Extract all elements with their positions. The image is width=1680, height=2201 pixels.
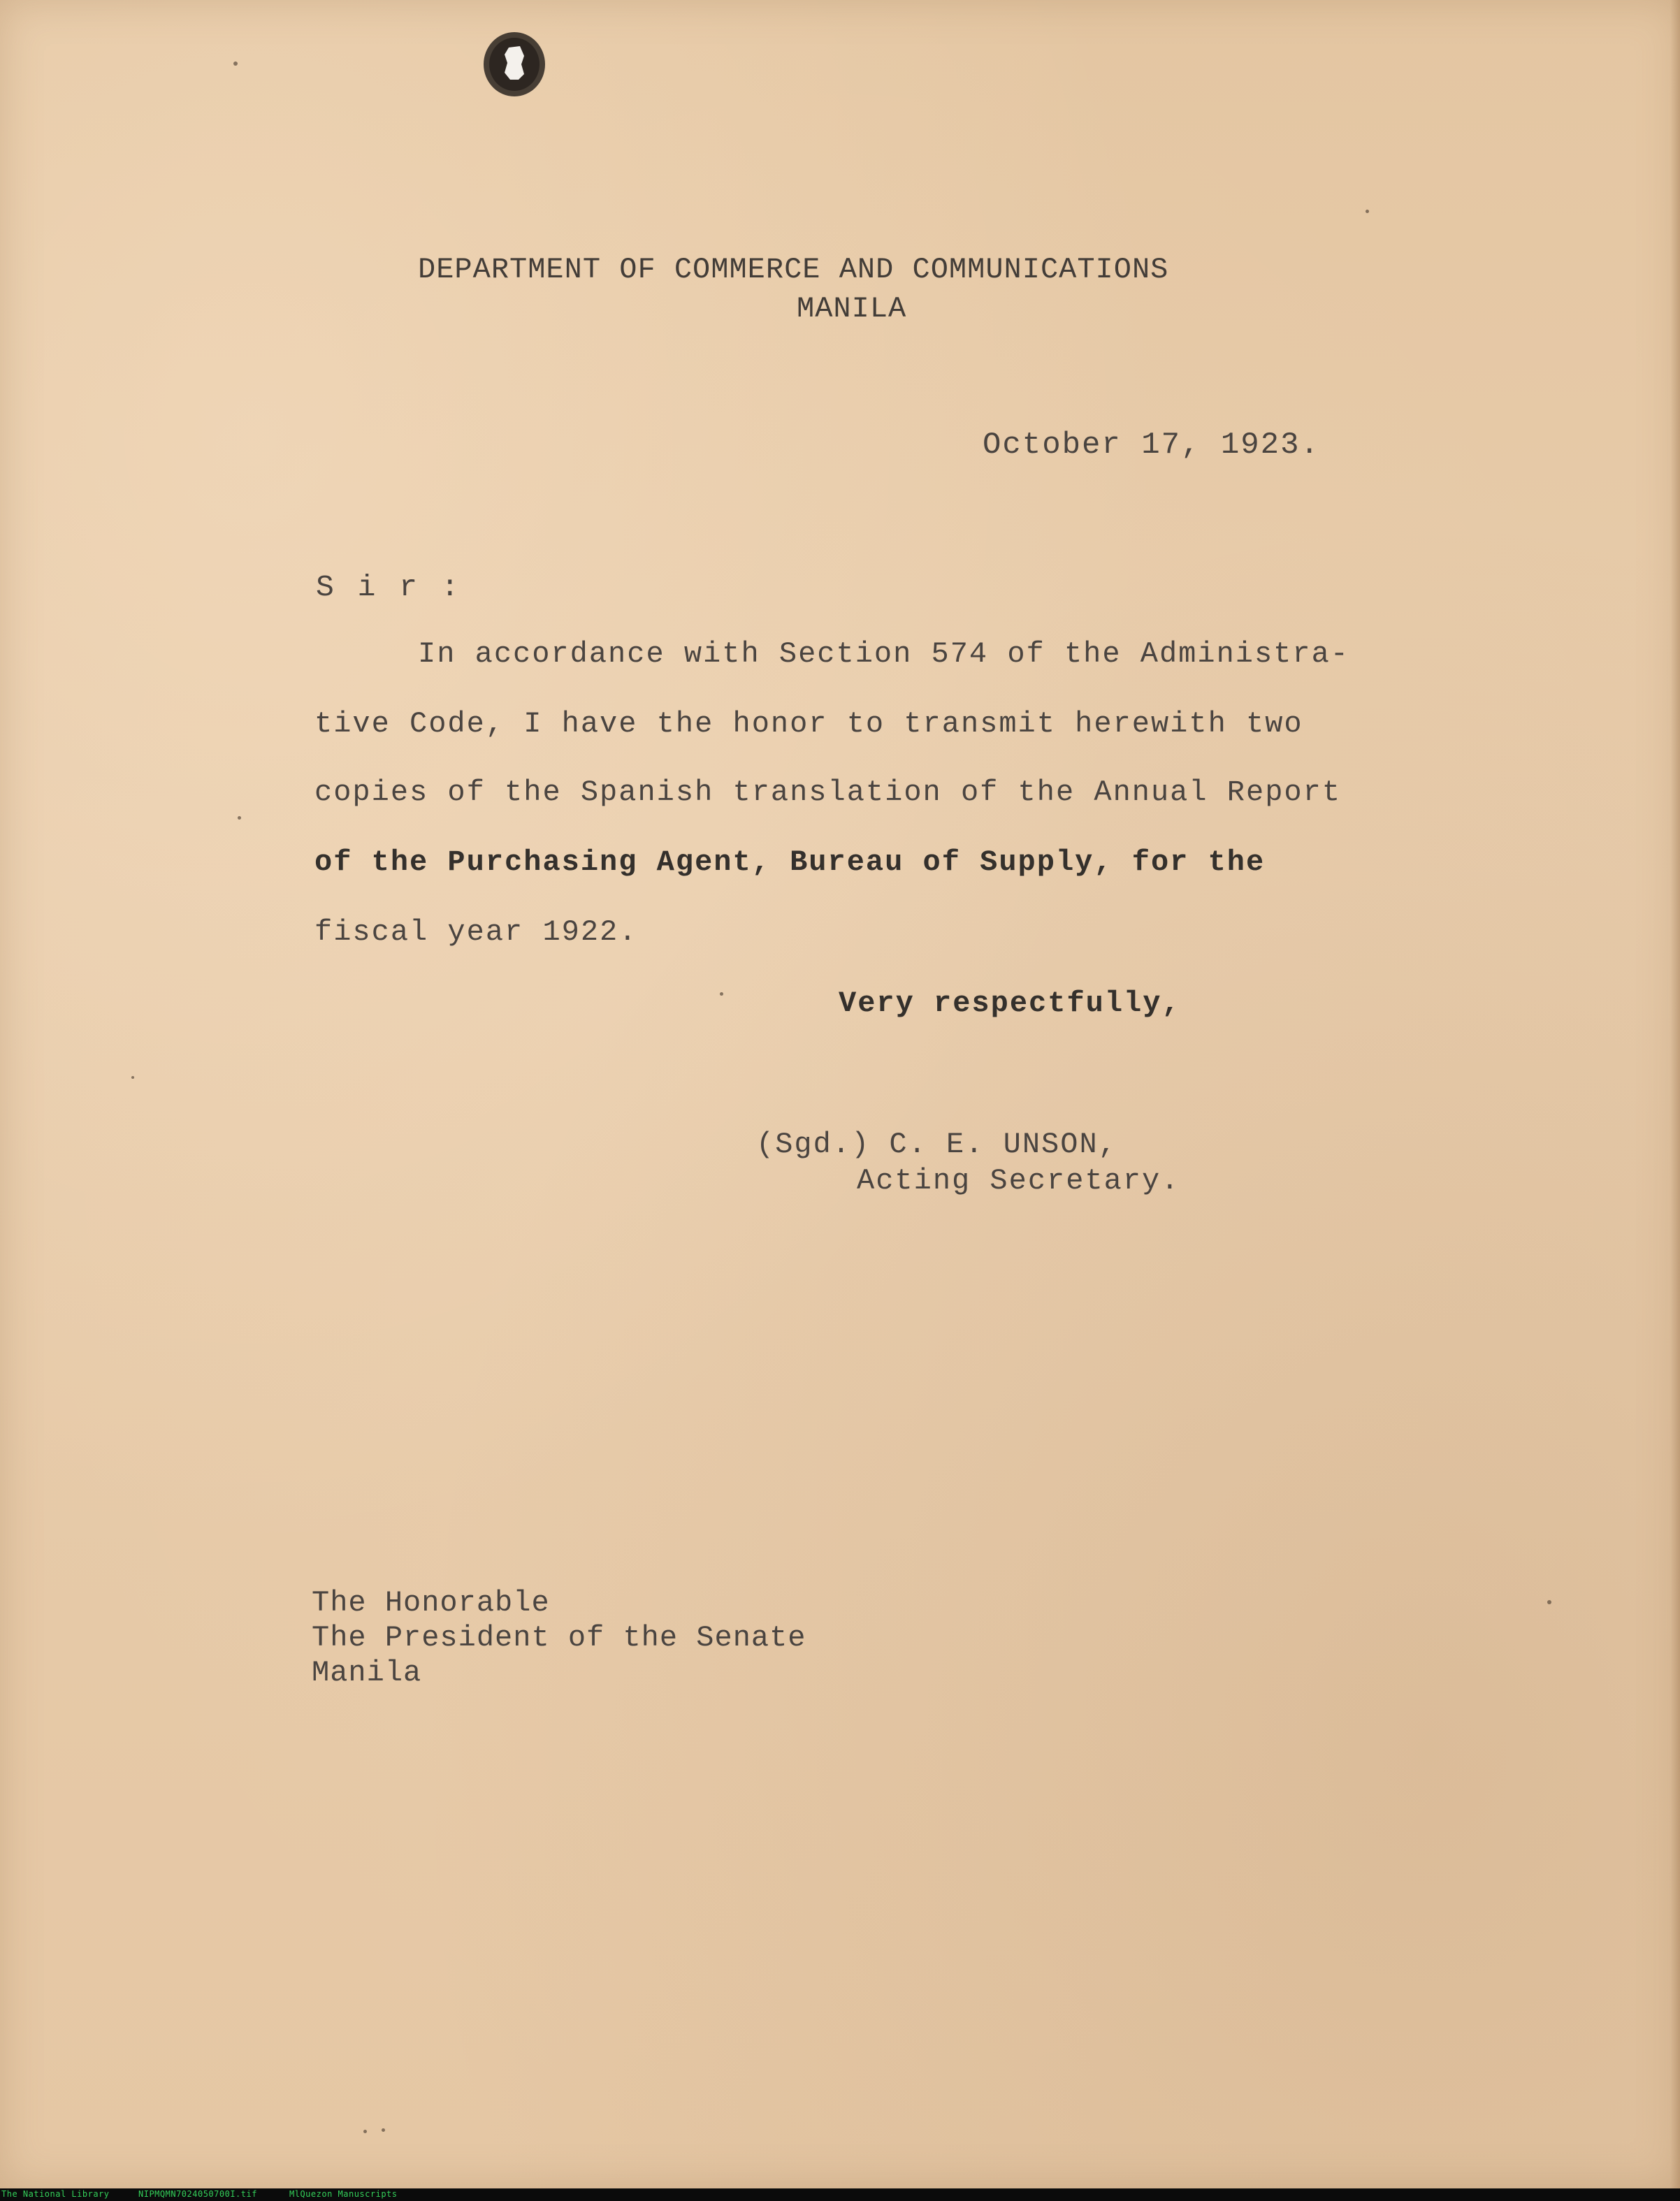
punch-hole-icon [481, 28, 548, 98]
closing: Very respectfully, [839, 987, 1181, 1020]
body-line-5: fiscal year 1922. [314, 915, 638, 949]
paper-speck [233, 61, 238, 66]
footer-collection: MlQuezon Manuscripts [289, 2189, 398, 2199]
letter-date: October 17, 1923. [983, 428, 1320, 463]
body-line-4: of the Purchasing Agent, Bureau of Supply, for the [314, 845, 1266, 879]
letterhead-department: DEPARTMENT OF COMMERCE AND COMMUNICATIONS [418, 253, 1169, 286]
addressee-line-1: The Honorable [312, 1586, 550, 1620]
paper-speck [1366, 210, 1369, 213]
paper-speck [382, 2128, 385, 2132]
paper-speck [1547, 1600, 1551, 1604]
addressee-line-2: The President of the Senate [312, 1621, 806, 1655]
body-line-1: In accordance with Section 574 of the Administra- [418, 637, 1350, 671]
letterhead-city: MANILA [797, 292, 907, 326]
paper-speck [720, 992, 723, 996]
paper-speck [131, 1076, 134, 1079]
salutation: S i r : [316, 570, 462, 604]
paper-speck [363, 2130, 367, 2133]
body-line-2: tive Code, I have the honor to transmit herewith two [314, 707, 1303, 741]
paper-speck [238, 816, 241, 820]
paper-edge-shadow [1670, 0, 1680, 2188]
footer-file-id: NIPMQMN7024050700I.tif [138, 2189, 257, 2199]
footer-library: The National Library [1, 2189, 110, 2199]
signature-name: (Sgd.) C. E. UNSON, [756, 1128, 1117, 1161]
addressee-line-3: Manila [312, 1656, 422, 1690]
signature-title: Acting Secretary. [857, 1164, 1180, 1198]
body-line-3: copies of the Spanish translation of the Annual Report [314, 776, 1342, 809]
